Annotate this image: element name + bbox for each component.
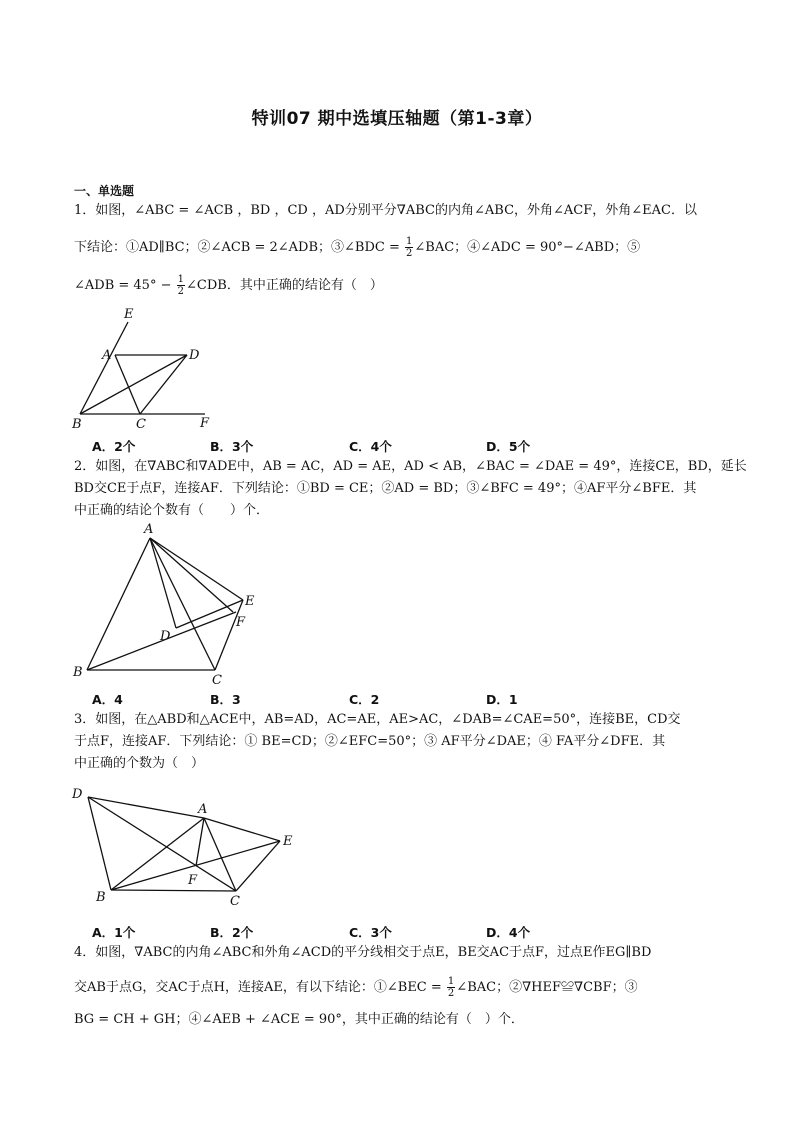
q3-choice-c[interactable]: C．3个	[349, 925, 392, 940]
q2-choice-a[interactable]: A．4	[92, 692, 123, 707]
q1-label-d: D	[189, 348, 200, 363]
q3-label-c: C	[230, 894, 240, 909]
q2-label-e: E	[245, 594, 255, 609]
q3-choice-a[interactable]: A．1个	[92, 925, 136, 940]
q2-line-1: 2．如图，在∇ABC和∇ADE中，AB = AC，AD = AE，AD < AB，∠BAC = ∠DAE = 49°，连接CE，BD，延长	[74, 459, 747, 474]
q2-choice-d[interactable]: D．1	[486, 692, 518, 707]
q1-choice-b[interactable]: B．3个	[210, 439, 254, 454]
q1-choice-c[interactable]: C．4个	[349, 439, 392, 454]
q3-label-f: F	[188, 873, 198, 888]
q2-choice-c[interactable]: C．2	[349, 692, 380, 707]
q2-label-f: F	[236, 615, 246, 630]
q4-fraction: $\frac{1}{2}$	[447, 976, 455, 999]
q3-line-bc	[111, 890, 236, 891]
q2-label-c: C	[212, 673, 222, 688]
q1-label-e: E	[124, 307, 134, 322]
q4-line-1: 4．如图，∇ABC的内角∠ABC和外角∠ACD的平分线相交于点E，BE交AC于点F，过点E作EG∥BD	[74, 945, 652, 960]
q2-label-d: D	[160, 629, 171, 644]
q2-line-3: 中正确的结论个数有（ ）个．	[74, 503, 270, 518]
q1-label-b: B	[72, 417, 82, 432]
q4-line-2-b: ∠BAC；②∇HEF≌∇CBF；③	[456, 980, 638, 995]
section-heading: 一、单选题	[74, 184, 135, 198]
q1-line-3-a: ∠ADB = 45° −	[74, 278, 176, 293]
q2-label-b: B	[73, 665, 83, 680]
q3-line-dc	[88, 797, 236, 891]
q1-label-f: F	[200, 416, 210, 431]
q2-line-2: BD交CE于点F，连接AF．下列结论：①BD = CE；②AD = BD；③∠BFC = 49°；④AF平分∠BFE．其	[74, 481, 697, 496]
q3-line-1: 3．如图，在△ABD和△ACE中，AB=AD，AC=AE，AE>AC，∠DAB=∠CAE=50°，连接BE，CD交	[74, 712, 681, 727]
q3-label-a: A	[198, 802, 208, 817]
q3-line-ae	[204, 818, 280, 841]
q2-choice-b[interactable]: B．3	[210, 692, 241, 707]
q1-choice-a[interactable]: A．2个	[92, 439, 136, 454]
q2-label-a: A	[144, 522, 154, 537]
q1-line-3-b: ∠CDB．其中正确的结论有（ ）	[186, 278, 383, 293]
q3-label-d: D	[72, 787, 83, 802]
q3-line-3: 中正确的个数为（ ）	[74, 756, 205, 771]
q4-line-2	[74, 976, 638, 999]
q1-label-c: C	[136, 417, 146, 432]
q3-label-b: B	[96, 890, 106, 905]
q3-choice-d[interactable]: D．4个	[486, 925, 531, 940]
q3-label-e: E	[283, 834, 293, 849]
q1-line-2-b: ∠BAC；④∠ADC = 90°−∠ABD；⑤	[414, 240, 641, 255]
q4-line-3: BG = CH + GH；④∠AEB + ∠ACE = 90°，其中正确的结论有（ ）个．	[74, 1012, 524, 1027]
q3-line-2: 于点F，连接AF．下列结论：① BE=CD；②∠EFC=50°；③ AF平分∠DAE；④ FA平分∠DFE．其	[74, 734, 666, 749]
q3-line-af	[196, 818, 204, 866]
q1-line-2-a: 下结论：①AD∥BC；②∠ACB = 2∠ADB；③∠BDC =	[74, 240, 404, 255]
q1-fraction-2: $\frac{1}{2}$	[177, 274, 184, 297]
q4-line-2-a: 交AB于点G，交AC于点H，连接AE，有以下结论：①∠BEC =	[74, 980, 446, 995]
q1-line-1: 1．如图，∠ABC = ∠ACB ，BD ，CD ，AD分别平分∇ABC的内角∠ABC，外角∠ACF，外角∠EAC．以	[74, 203, 697, 218]
q1-label-a: A	[102, 348, 112, 363]
q1-choice-d[interactable]: D．5个	[486, 439, 531, 454]
q3-line-db	[88, 797, 111, 890]
q3-choice-b[interactable]: B．2个	[210, 925, 254, 940]
q1-fraction-1: $\frac{1}{2}$	[406, 236, 413, 259]
q3-line-ec	[236, 841, 280, 891]
page-title: 特训07 期中选填压轴题（第1-3章）	[251, 109, 543, 129]
